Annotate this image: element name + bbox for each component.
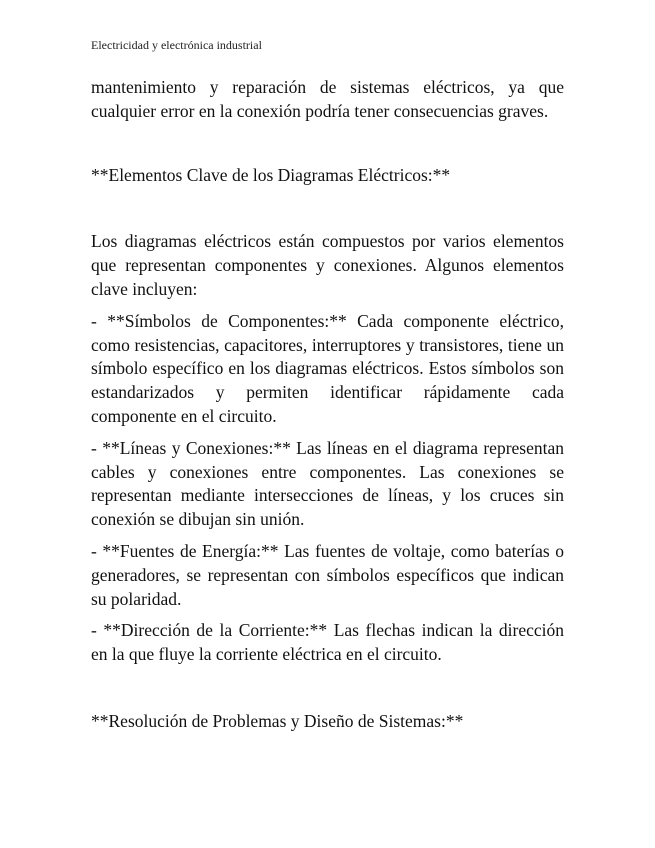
list-item-sources: - **Fuentes de Energía:** Las fuentes de voltaje, como baterías o generadores, se representan con símbolos específicos que indican su polaridad. bbox=[91, 540, 564, 609]
list-item-symbols: - **Símbolos de Componentes:** Cada componente eléctrico, como resistencias, capacitores, interruptores y transistores, tiene un símbolo específico en los diagramas eléctricos. Estos símbolos son estandarizados y permiten identificar rápidamente cada componente en el circuito. bbox=[91, 310, 564, 426]
list-item-lines: - **Líneas y Conexiones:** Las líneas en el diagrama representan cables y conexiones entre componentes. Las conexiones se representan mediante intersecciones de líneas, y los cruces sin conexión se dibujan sin unión. bbox=[91, 437, 564, 530]
spacer bbox=[91, 667, 564, 710]
spacer bbox=[91, 532, 564, 540]
spacer bbox=[91, 611, 564, 619]
running-header: Electricidad y electrónica industrial bbox=[91, 38, 262, 52]
section-intro-paragraph: Los diagramas eléctricos están compuestos por varios elementos que representan componentes y conexiones. Algunos elementos clave incluyen: bbox=[91, 231, 564, 299]
section-heading-elements: **Elementos Clave de los Diagramas Eléctricos:** bbox=[91, 164, 451, 185]
document-body bbox=[91, 76, 564, 734]
section-heading-troubleshooting: **Resolución de Problemas y Diseño de Sistemas:** bbox=[91, 710, 464, 731]
intro-paragraph: mantenimiento y reparación de sistemas eléctricos, ya que cualquier error en la conexión podría tener consecuencias graves. bbox=[91, 77, 564, 121]
spacer bbox=[91, 429, 564, 437]
list-item-current: - **Dirección de la Corriente:** Las flechas indican la dirección en la que fluye la corriente eléctrica en el circuito. bbox=[91, 620, 564, 665]
spacer bbox=[91, 302, 564, 310]
spacer bbox=[91, 187, 564, 230]
spacer bbox=[91, 124, 564, 164]
